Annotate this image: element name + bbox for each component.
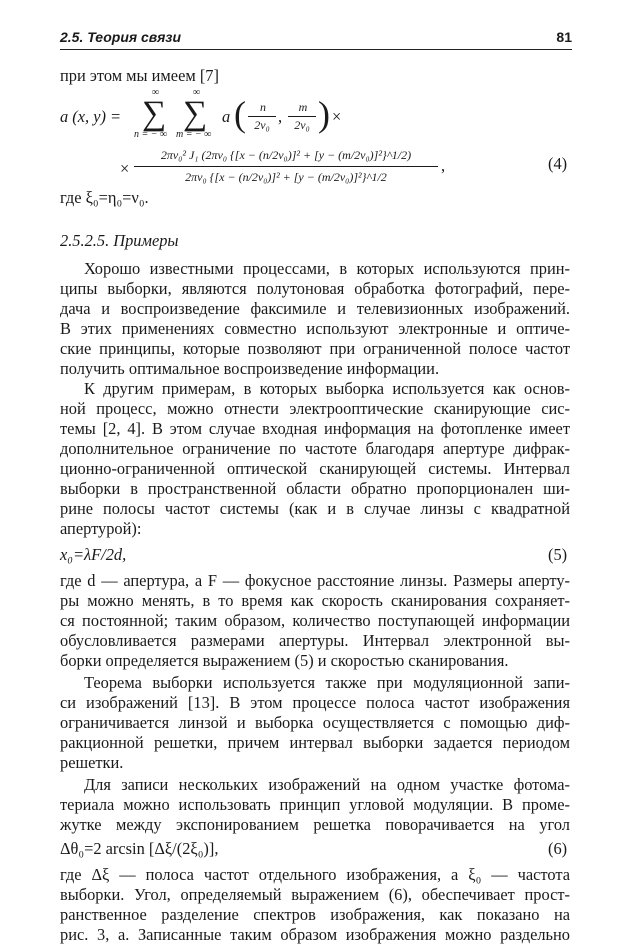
eq4-comma: , xyxy=(441,156,446,175)
intro-line: при этом мы имеем [7] xyxy=(60,66,219,85)
p2-line: К другим примерам, в которых выборка используется как основ- xyxy=(84,379,570,398)
eq4-sum-n-bottom: n = − ∞ xyxy=(134,129,168,140)
p3-line: где d — апертура, а F — фокусное расстояние линзы. Размеры аперту- xyxy=(60,571,570,590)
p5-line: жутке между экспонированием решетка поворачивается на угол xyxy=(60,815,570,834)
p3-line: ся постоянной; таким образом, количество поступающей информации xyxy=(60,611,570,630)
p6-line: рис. 3, а. Записанные таким образом изображения можно раздельно xyxy=(60,925,570,944)
page-number: 81 xyxy=(556,29,572,45)
eq4-number: (4) xyxy=(548,154,568,173)
eq4-sum-m-bottom: m = − ∞ xyxy=(176,129,212,140)
eq6-number: (6) xyxy=(548,839,568,858)
eq4-sum-m-sign: ∑ xyxy=(183,95,208,132)
eq4-sum-n-sign: ∑ xyxy=(142,95,167,132)
eq4-sum-n-top: ∞ xyxy=(152,87,160,98)
eq4-arg-m-den: 2ν₀ xyxy=(294,118,310,132)
eq4-arg-comma: , xyxy=(278,107,283,126)
eq4-arg-m-num: m xyxy=(298,100,308,114)
p3-line: ры можно менять, в то время как скорость сканирования сохраняет- xyxy=(60,591,570,610)
running-header xyxy=(60,27,572,50)
p6-line: выборки. Угол, определяемый выражением (6), обеспечивает прост- xyxy=(60,885,570,904)
eq4-arg-n-bar xyxy=(248,116,276,117)
eq4-arg-n-num: n xyxy=(260,100,266,114)
eq4-a: a xyxy=(222,107,231,126)
p2-line: рине полосы частот системы (как и в случае линзы с квадратной xyxy=(60,499,570,518)
p2-line: дополнительное ограничение по частоте благодаря апертуре дифрак- xyxy=(60,439,570,458)
p2-line: ной процесс, можно отнести электрооптические сканирующие сис- xyxy=(60,399,570,418)
p2-line: темы [2, 4]. В этом случае входная информация на фотопленке имеет xyxy=(60,419,570,438)
p5-line: териала можно использовать принцип угловой модуляции. В проме- xyxy=(60,795,570,814)
eq5-expr: x₀=λF/2d, xyxy=(60,545,127,564)
eq4-times-start: × xyxy=(120,159,130,178)
p4-line: ракционной решетки, причем интервал выборки задается периодом xyxy=(60,733,570,752)
p2-line: выборки в пространственной области обратно пропорционален ши- xyxy=(60,479,570,498)
eq4-arg-m-bar xyxy=(288,116,316,117)
eq4-sum-m-top: ∞ xyxy=(193,87,201,98)
section-title: 2.5. Теория связи xyxy=(60,29,182,45)
p2-line: апертурой): xyxy=(60,519,142,538)
eq4-paren-close: ) xyxy=(318,94,330,134)
p1-line: В этих применениях совместно используют электронные и оптиче- xyxy=(60,319,570,338)
eq4-fraction-bar xyxy=(134,166,438,167)
p4-line: решетки. xyxy=(60,753,124,772)
p1-line: получить оптимальное воспроизведение информации. xyxy=(60,359,440,378)
eq4-times-end: × xyxy=(332,107,342,126)
eq4-lhs: a (x, y) = xyxy=(60,107,122,126)
where-line: где ξ₀=η₀=ν₀. xyxy=(60,188,149,207)
p6-line: где Δξ — полоса частот отдельного изображения, а ξ₀ — частота xyxy=(60,865,570,884)
p3-line: обусловливается размерами апертуры. Интервал электронной вы- xyxy=(60,631,570,650)
p4-line: си изображений [13]. В этом процессе полоса частот изображения xyxy=(60,693,570,712)
eq4-arg-n-den: 2ν₀ xyxy=(254,118,270,132)
eq4-denominator: 2πν₀ {[x − (n/2ν₀)]² + [y − (m/2ν₀)]²}^1/2 xyxy=(185,170,387,184)
p2-line: ционно-ограниченной оптической сканирующей системы. Интервал xyxy=(60,459,570,478)
eq4-numerator: 2πν₀² J₁ (2πν₀ {[x − (n/2ν₀)]² + [y − (m/2ν₀)]²}^1/2) xyxy=(160,148,412,162)
p1-line: ципы выборки, являются полутоновая обработка фотографий, пере- xyxy=(60,279,570,298)
p5-line: Для записи нескольких изображений на одном участке фотома- xyxy=(84,775,570,794)
p6-line: ранственное разделение спектров изображения, как показано на xyxy=(60,905,570,924)
eq4-paren-open: ( xyxy=(234,94,246,134)
subsection-title: 2.5.2.5. Примеры xyxy=(60,231,179,250)
p3-line: борки определяется выражением (5) и скоростью сканирования. xyxy=(60,651,509,670)
eq6-expr: Δθ₀=2 arcsin [Δξ/(2ξ₀)], xyxy=(60,839,219,858)
p1-line: дача и воспроизведение факсимиле и телевизионных изображений. xyxy=(60,299,570,318)
p4-line: ограничивается линзой и выборка осуществляется с помощью диф- xyxy=(60,713,570,732)
p1-line: ские принципы, которые позволяют при ограниченной полосе частот xyxy=(60,339,570,358)
eq5-number: (5) xyxy=(548,545,568,564)
p4-line: Теорема выборки используется также при модуляционной запи- xyxy=(84,673,570,692)
p1-line: Хорошо известными процессами, в которых используются прин- xyxy=(84,259,570,278)
